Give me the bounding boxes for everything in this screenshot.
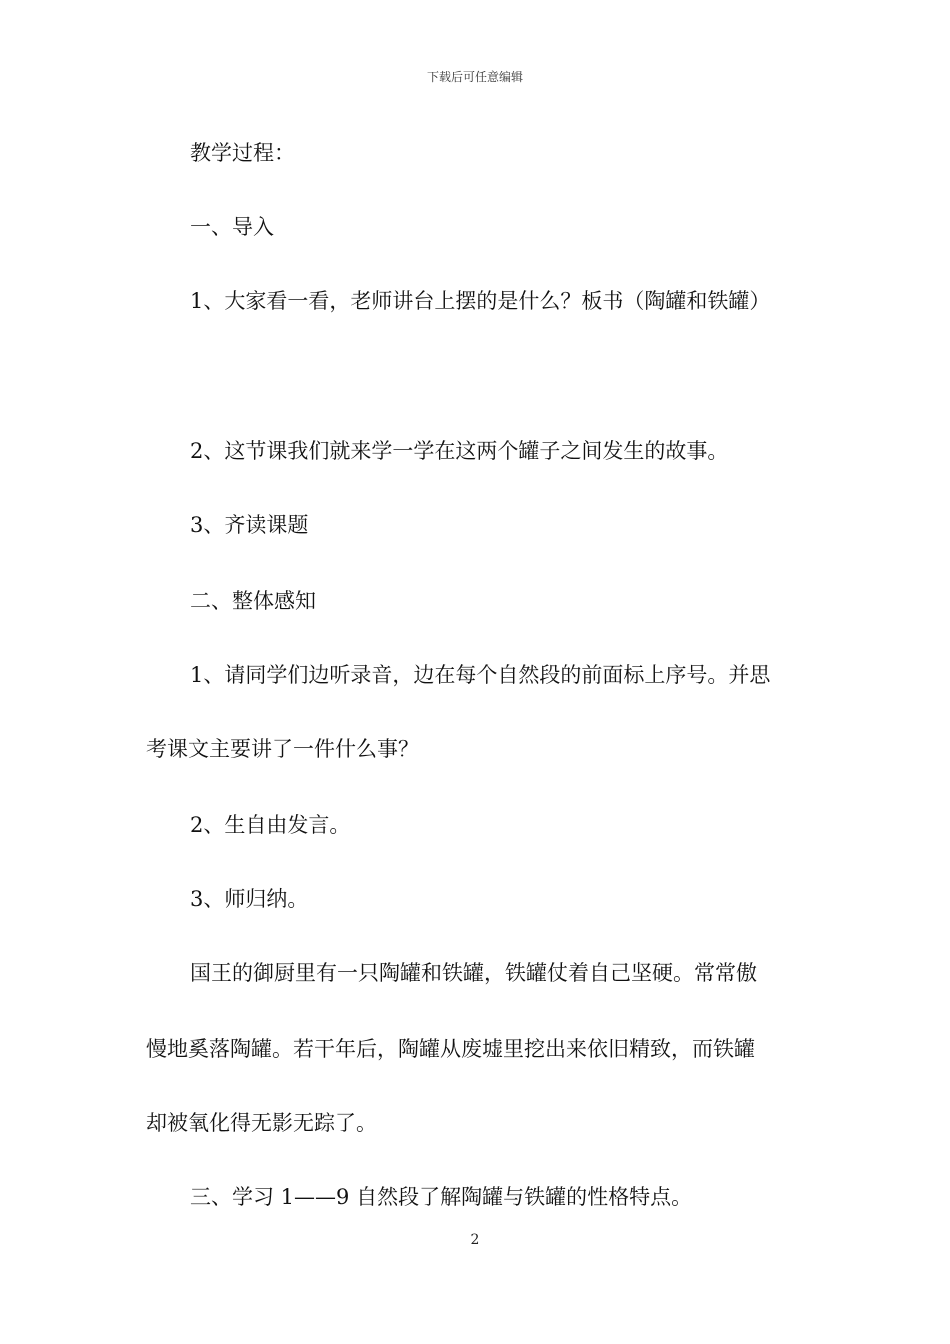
summary-line-2: 慢地奚落陶罐。若干年后，陶罐从废墟里挖出来依旧精致，而铁罐 bbox=[146, 1037, 755, 1061]
page-header: 下载后可任意编辑 bbox=[426, 70, 523, 84]
heading-introduction: 一、导入 bbox=[190, 215, 274, 239]
paragraph-intro-2: 2、这节课我们就来学一学在这两个罐子之间发生的故事。 bbox=[190, 439, 729, 463]
heading-study-paragraphs: 三、学习 1——9 自然段了解陶罐与铁罐的性格特点。 bbox=[190, 1185, 693, 1209]
summary-line-1: 国王的御厨里有一只陶罐和铁罐，铁罐仗着自己坚硬。常常傲 bbox=[190, 961, 757, 985]
paragraph-perception-1-line-2: 考课文主要讲了一件什么事？ bbox=[146, 737, 419, 761]
page-number: 2 bbox=[470, 1232, 480, 1248]
paragraph-intro-1: 1、大家看一看，老师讲台上摆的是什么？板书（陶罐和铁罐） bbox=[190, 289, 771, 313]
paragraph-perception-1-line-1: 1、请同学们边听录音，边在每个自然段的前面标上序号。并思 bbox=[190, 663, 771, 687]
paragraph-intro-3: 3、齐读课题 bbox=[190, 513, 309, 537]
heading-overall-perception: 二、整体感知 bbox=[190, 589, 316, 613]
summary-line-3: 却被氧化得无影无踪了。 bbox=[146, 1111, 377, 1135]
paragraph-perception-2: 2、生自由发言。 bbox=[190, 813, 351, 837]
section-title-teaching-process: 教学过程： bbox=[190, 141, 295, 165]
paragraph-perception-3: 3、师归纳。 bbox=[190, 887, 309, 911]
